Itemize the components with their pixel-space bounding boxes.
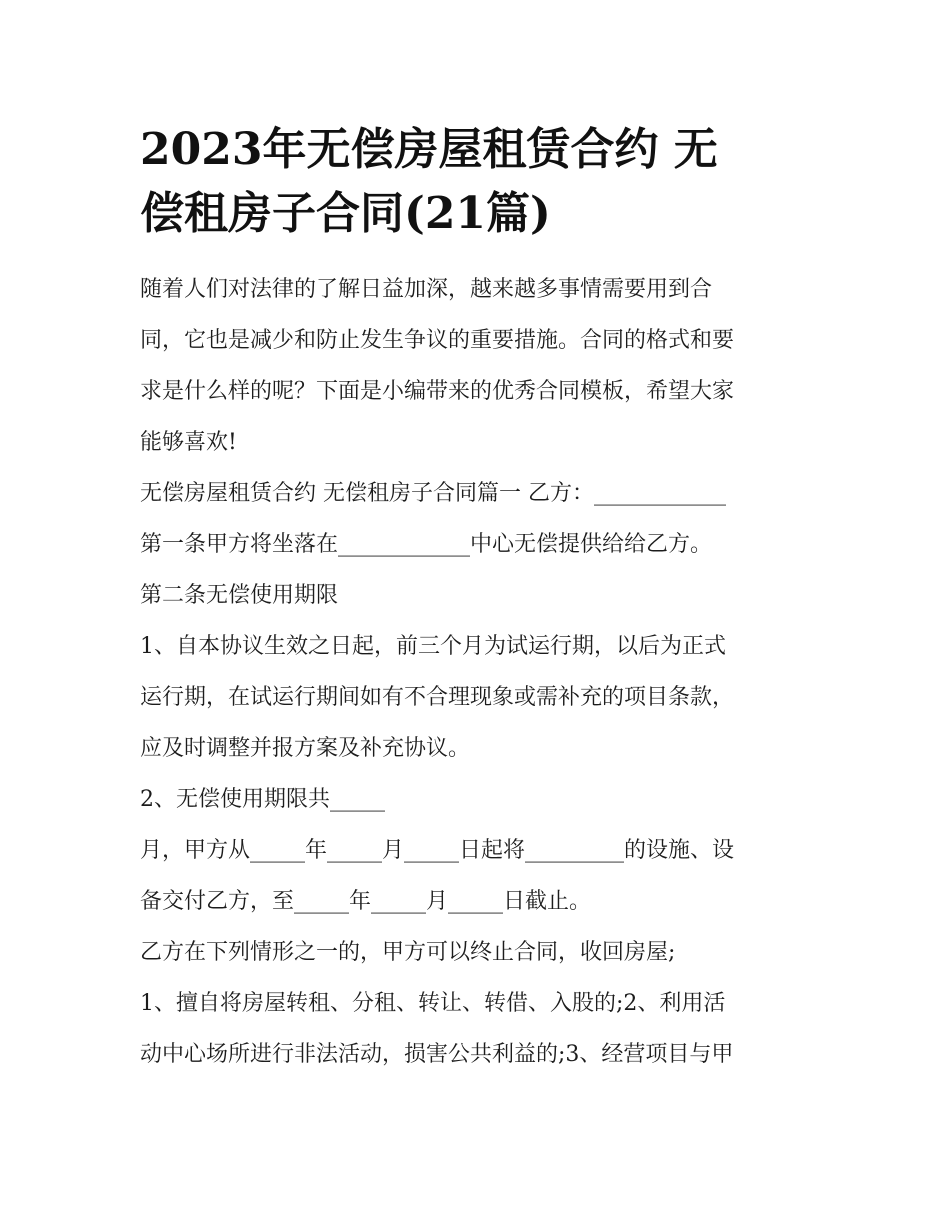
intro-paragraph (140, 264, 820, 468)
clause-paragraph (140, 621, 820, 774)
text-line: 月，甲方从_____年_____月_____日起将_________的设施、设 (140, 838, 735, 863)
clause-paragraph (140, 519, 820, 570)
text-line: 无偿房屋租赁合约 无偿租房子合同篇一 乙方：____________ (140, 481, 726, 506)
text-line: 第一条甲方将坐落在____________中心无偿提供给给乙方。 (140, 532, 713, 557)
text-line: 第二条无偿使用期限 (140, 583, 339, 608)
clause-heading (140, 570, 820, 621)
text-line: 乙方在下列情形之一的，甲方可以终止合同，收回房屋; (140, 940, 676, 965)
text-line: 运行期，在试运行期间如有不合理现象或需补充的项目条款， (140, 685, 735, 710)
document-page (140, 118, 820, 1080)
clause-paragraph (140, 927, 820, 978)
text-line: 1、擅自将房屋转租、分租、转让、转借、入股的;2、利用活 (140, 991, 726, 1016)
text-line: 能够喜欢! (140, 430, 237, 455)
text-line: 2、无偿使用期限共_____ (140, 787, 385, 812)
clause-paragraph (140, 825, 820, 927)
clause-paragraph (140, 774, 820, 825)
text-line: 动中心场所进行非法活动，损害公共利益的;3、经营项目与甲 (140, 1042, 734, 1067)
text-line: 同，它也是减少和防止发生争议的重要措施。合同的格式和要 (140, 328, 735, 353)
text-line: 1、自本协议生效之日起，前三个月为试运行期，以后为正式 (140, 634, 726, 659)
text-line: 应及时调整并报方案及补充协议。 (140, 736, 471, 761)
section-heading-paragraph (140, 468, 820, 519)
title-line: 偿租房子合同(21篇) (140, 188, 551, 239)
text-line: 求是什么样的呢？下面是小编带来的优秀合同模板，希望大家 (140, 379, 735, 404)
text-line: 随着人们对法律的了解日益加深，越来越多事情需要用到合 (140, 277, 713, 302)
document-body (140, 264, 820, 1080)
clause-paragraph (140, 978, 820, 1080)
title-line: 2023年无偿房屋租赁合约 无 (140, 124, 718, 175)
document-title (140, 118, 820, 246)
text-line: 备交付乙方，至_____年_____月_____日截止。 (140, 889, 592, 914)
